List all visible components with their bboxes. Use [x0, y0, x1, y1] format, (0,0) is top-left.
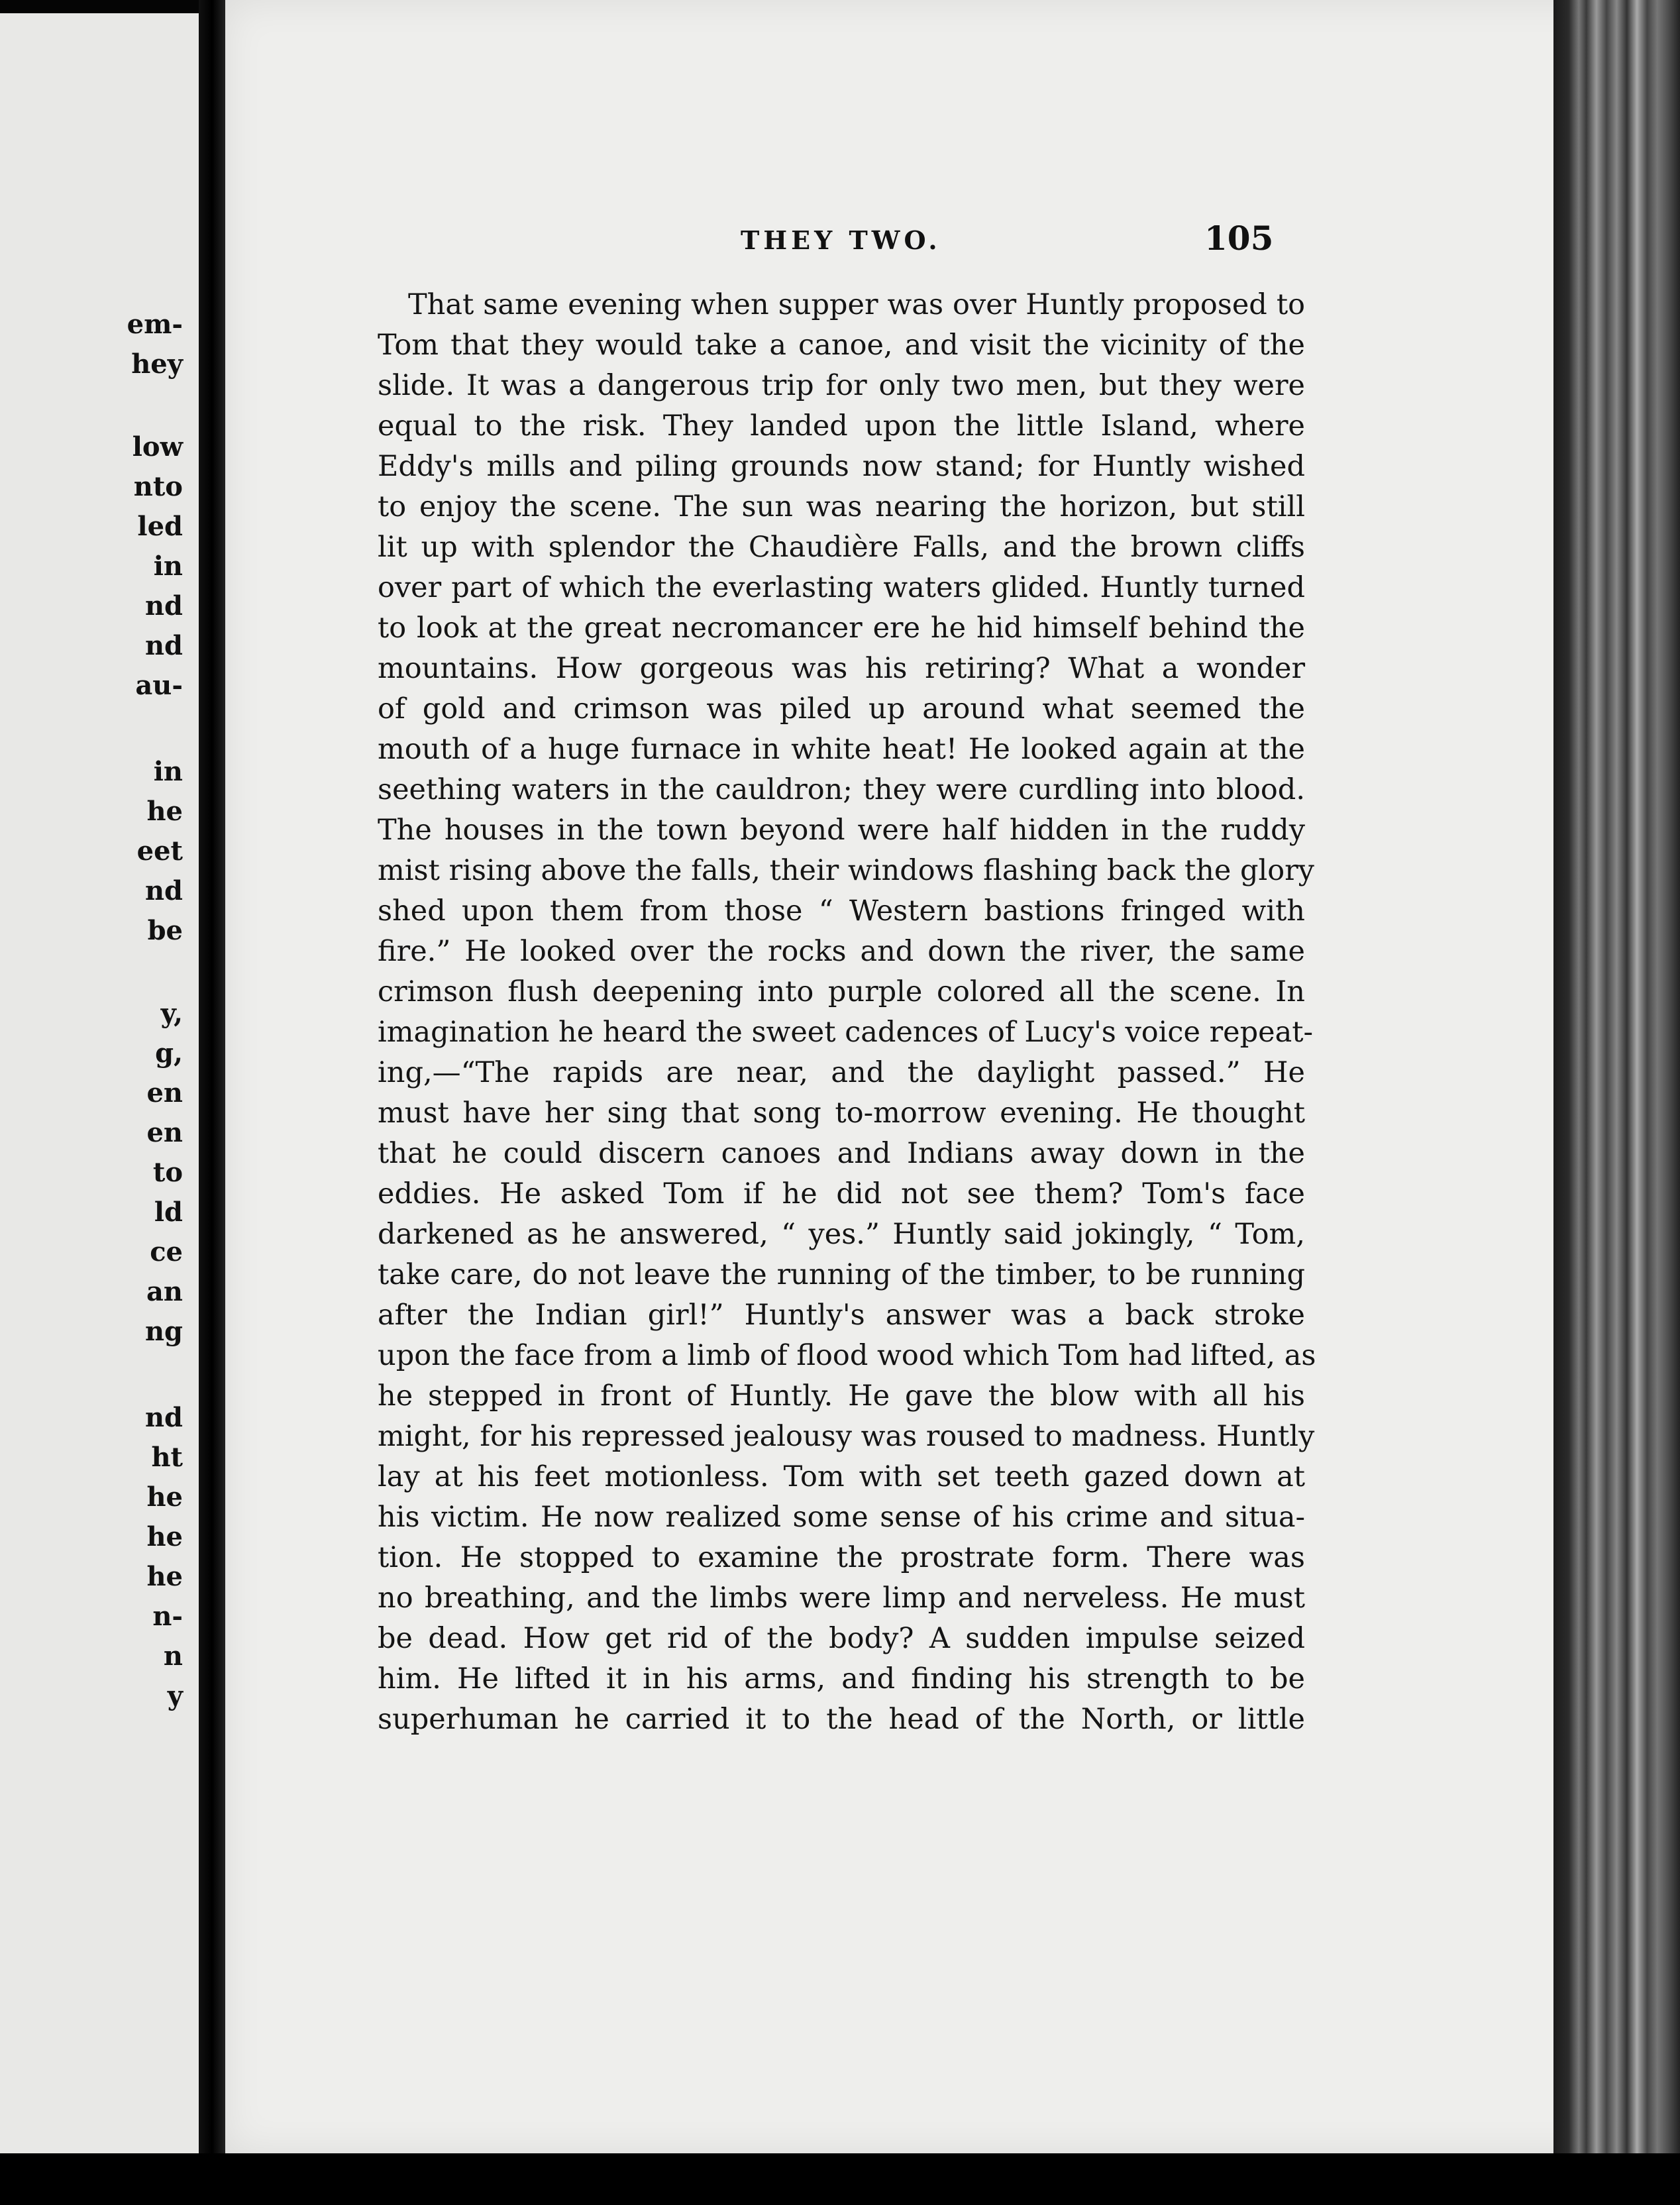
left-page-fragment: ng	[144, 1316, 183, 1347]
left-page-fragment: n	[163, 1640, 183, 1672]
text-line: must have her sing that song to-morrow evening. He thought	[378, 1097, 1305, 1130]
text-line: ing,—“The rapids are near, and the daylight passed.” He	[378, 1056, 1305, 1089]
text-line: The houses in the town beyond were half hidden in the ruddy	[378, 814, 1305, 847]
body-text	[378, 285, 1316, 1740]
text-line: be dead. How get rid of the body? A sudden impulse seized	[378, 1622, 1305, 1655]
text-line: seething waters in the cauldron; they were curdling into blood.	[378, 773, 1305, 806]
page-edges	[1553, 0, 1680, 2153]
left-page-fragment: au-	[135, 670, 183, 701]
left-page-fragment: nto	[133, 471, 183, 502]
left-page-fragment: in	[153, 756, 183, 787]
text-line: mist rising above the falls, their windows flashing back the glory	[378, 854, 1314, 887]
left-page-fragment: an	[146, 1276, 183, 1307]
text-line: that he could discern canoes and Indians away down in the	[378, 1137, 1305, 1170]
left-facing-page	[0, 13, 199, 2153]
left-page-fragment: nd	[144, 630, 183, 661]
left-page-fragment: eet	[136, 835, 183, 867]
text-line: lit up with splendor the Chaudière Falls, and the brown cliffs	[378, 531, 1305, 564]
left-page-fragment: nd	[144, 1402, 183, 1433]
text-line: him. He lifted it in his arms, and finding his strength to be	[378, 1662, 1305, 1695]
text-line: upon the face from a limb of flood wood which Tom had lifted, as	[378, 1339, 1316, 1372]
text-line: over part of which the everlasting waters glided. Huntly turned	[378, 571, 1305, 604]
text-line: eddies. He asked Tom if he did not see them? Tom's face	[378, 1177, 1305, 1210]
bottom-shadow	[0, 2153, 1680, 2205]
left-page-fragment: he	[146, 1481, 183, 1513]
left-page-fragment: he	[146, 796, 183, 827]
left-page-fragment: in	[153, 551, 183, 582]
text-line: That same evening when supper was over Huntly proposed to	[408, 288, 1305, 321]
text-line: his victim. He now realized some sense of his crime and situa-	[378, 1501, 1305, 1534]
left-page-fragment: he	[146, 1521, 183, 1552]
text-line: equal to the risk. They landed upon the little Island, where	[378, 409, 1305, 443]
left-page-fragment: n-	[152, 1601, 183, 1632]
text-line: after the Indian girl!” Huntly's answer was a back stroke	[378, 1299, 1305, 1332]
text-line: might, for his repressed jealousy was roused to madness. Huntly	[378, 1420, 1315, 1453]
text-line: of gold and crimson was piled up around what seemed the	[378, 692, 1305, 726]
text-line: no breathing, and the limbs were limp and nerveless. He must	[378, 1582, 1305, 1615]
book-gutter	[199, 0, 225, 2205]
left-page-fragment: low	[132, 431, 183, 462]
left-page-fragment: nd	[144, 875, 183, 906]
text-line: darkened as he answered, “ yes.” Huntly said jokingly, “ Tom,	[378, 1218, 1305, 1251]
text-line: slide. It was a dangerous trip for only two men, but they were	[378, 369, 1305, 402]
text-line: lay at his feet motionless. Tom with set teeth gazed down at	[378, 1460, 1305, 1493]
left-page-fragment: y,	[160, 998, 183, 1029]
page-number: 105	[1204, 219, 1274, 258]
text-line: to enjoy the scene. The sun was nearing the horizon, but still	[378, 490, 1305, 523]
left-page-fragment: nd	[144, 590, 183, 621]
text-line: tion. He stopped to examine the prostrate form. There was	[378, 1541, 1305, 1574]
text-line: Eddy's mills and piling grounds now stand; for Huntly wished	[378, 450, 1305, 483]
running-head: THEY TWO.	[741, 225, 941, 255]
text-line: Tom that they would take a canoe, and visit the vicinity of the	[378, 329, 1305, 362]
left-page-fragment: g,	[155, 1038, 183, 1069]
text-line: mountains. How gorgeous was his retiring? What a wonder	[378, 652, 1305, 685]
left-page-fragment: em-	[127, 309, 183, 340]
text-line: superhuman he carried it to the head of the North, or little	[378, 1703, 1305, 1736]
left-page-fragment: led	[137, 511, 183, 542]
text-line: he stepped in front of Huntly. He gave the blow with all his	[378, 1379, 1305, 1413]
text-line: crimson flush deepening into purple colored all the scene. In	[378, 975, 1305, 1008]
left-page-fragment: hey	[131, 349, 183, 380]
left-page-fragment: ld	[154, 1197, 183, 1228]
left-page-fragment: en	[146, 1077, 183, 1108]
left-page-fragment: he	[146, 1561, 183, 1592]
left-page-fragment: to	[152, 1157, 183, 1188]
text-line: fire.” He looked over the rocks and down the river, the same	[378, 935, 1305, 968]
left-page-fragment: ce	[150, 1236, 183, 1267]
text-line: shed upon them from those “ Western bastions fringed with	[378, 894, 1305, 928]
text-line: to look at the great necromancer ere he hid himself behind the	[378, 612, 1305, 645]
text-line: mouth of a huge furnace in white heat! He looked again at the	[378, 733, 1305, 766]
left-page-fragment: ht	[151, 1442, 183, 1473]
left-page-fragment: y	[167, 1680, 183, 1711]
left-page-fragment: en	[146, 1117, 183, 1148]
left-page-fragment: be	[147, 915, 183, 946]
text-line: imagination he heard the sweet cadences of Lucy's voice repeat-	[378, 1016, 1314, 1049]
text-line: take care, do not leave the running of the timber, to be running	[378, 1258, 1305, 1291]
